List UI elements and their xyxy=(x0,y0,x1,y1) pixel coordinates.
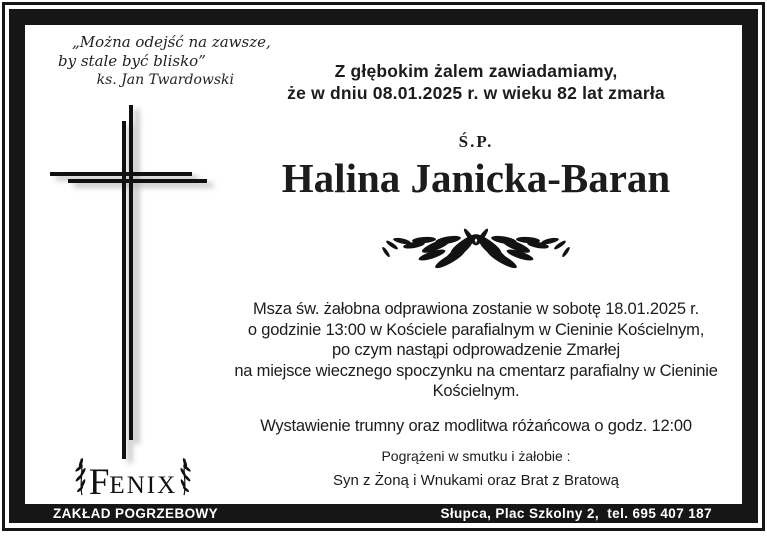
laurel-sprig-icon xyxy=(73,455,89,502)
service-line: o godzinie 13:00 w Kościele parafialnym w Cieninie Kościelnym, xyxy=(247,320,705,339)
funeral-home-type: ZAKŁAD POGRZEBOWY xyxy=(53,506,219,521)
laurel-sprig-icon xyxy=(177,455,193,502)
mourners-line: Syn z Żoną i Wnukami oraz Brat z Bratową xyxy=(333,472,619,489)
logo-initial: F xyxy=(88,462,110,503)
cross-vertical-bar xyxy=(129,105,133,440)
viewing-info: Wystawienie trumny oraz modlitwa różańcowa o godz. 12:00 xyxy=(260,417,692,435)
service-line: Kościelnym. xyxy=(432,382,520,401)
announcement xyxy=(212,61,740,105)
logo-text: ENIX xyxy=(109,472,178,499)
funeral-home-address: Słupca, Plac Szkolny 2, tel. 695 407 187 xyxy=(440,506,712,521)
fenix-logo xyxy=(68,456,198,502)
memorial-quote xyxy=(58,33,271,90)
honorific: Ś.P. xyxy=(458,132,494,151)
latin-cross-icon xyxy=(45,98,215,468)
quote-attribution: ks. Jan Twardowski xyxy=(96,72,234,88)
cross-horizontal-bar xyxy=(68,179,207,183)
service-line: Msza św. żałobna odprawiona zostanie w sobotę 18.01.2025 r. xyxy=(253,300,699,318)
service-details xyxy=(212,299,740,402)
deceased-name: Halina Janicka-Baran xyxy=(281,155,671,201)
mourning-label: Pogrążeni w smutku i żałobie : xyxy=(381,448,571,464)
laurel-ornament-icon xyxy=(212,228,740,277)
service-line: na miejsce wiecznego spoczynku na cmentarz parafialny w Cieninie xyxy=(234,361,718,380)
announcement-line: że w dniu 08.01.2025 r. w wieku 82 lat zmarła xyxy=(287,82,665,103)
cross-horizontal-bar xyxy=(50,172,192,176)
quote-line: by stale być blisko” xyxy=(58,52,206,70)
quote-line: „Można odejść na zawsze, xyxy=(72,33,271,51)
announcement-line: Z głębokim żalem zawiadamiamy, xyxy=(334,61,618,81)
service-line: po czym nastąpi odprowadzenie Zmarłej xyxy=(332,341,620,360)
footer-bar xyxy=(9,504,758,523)
